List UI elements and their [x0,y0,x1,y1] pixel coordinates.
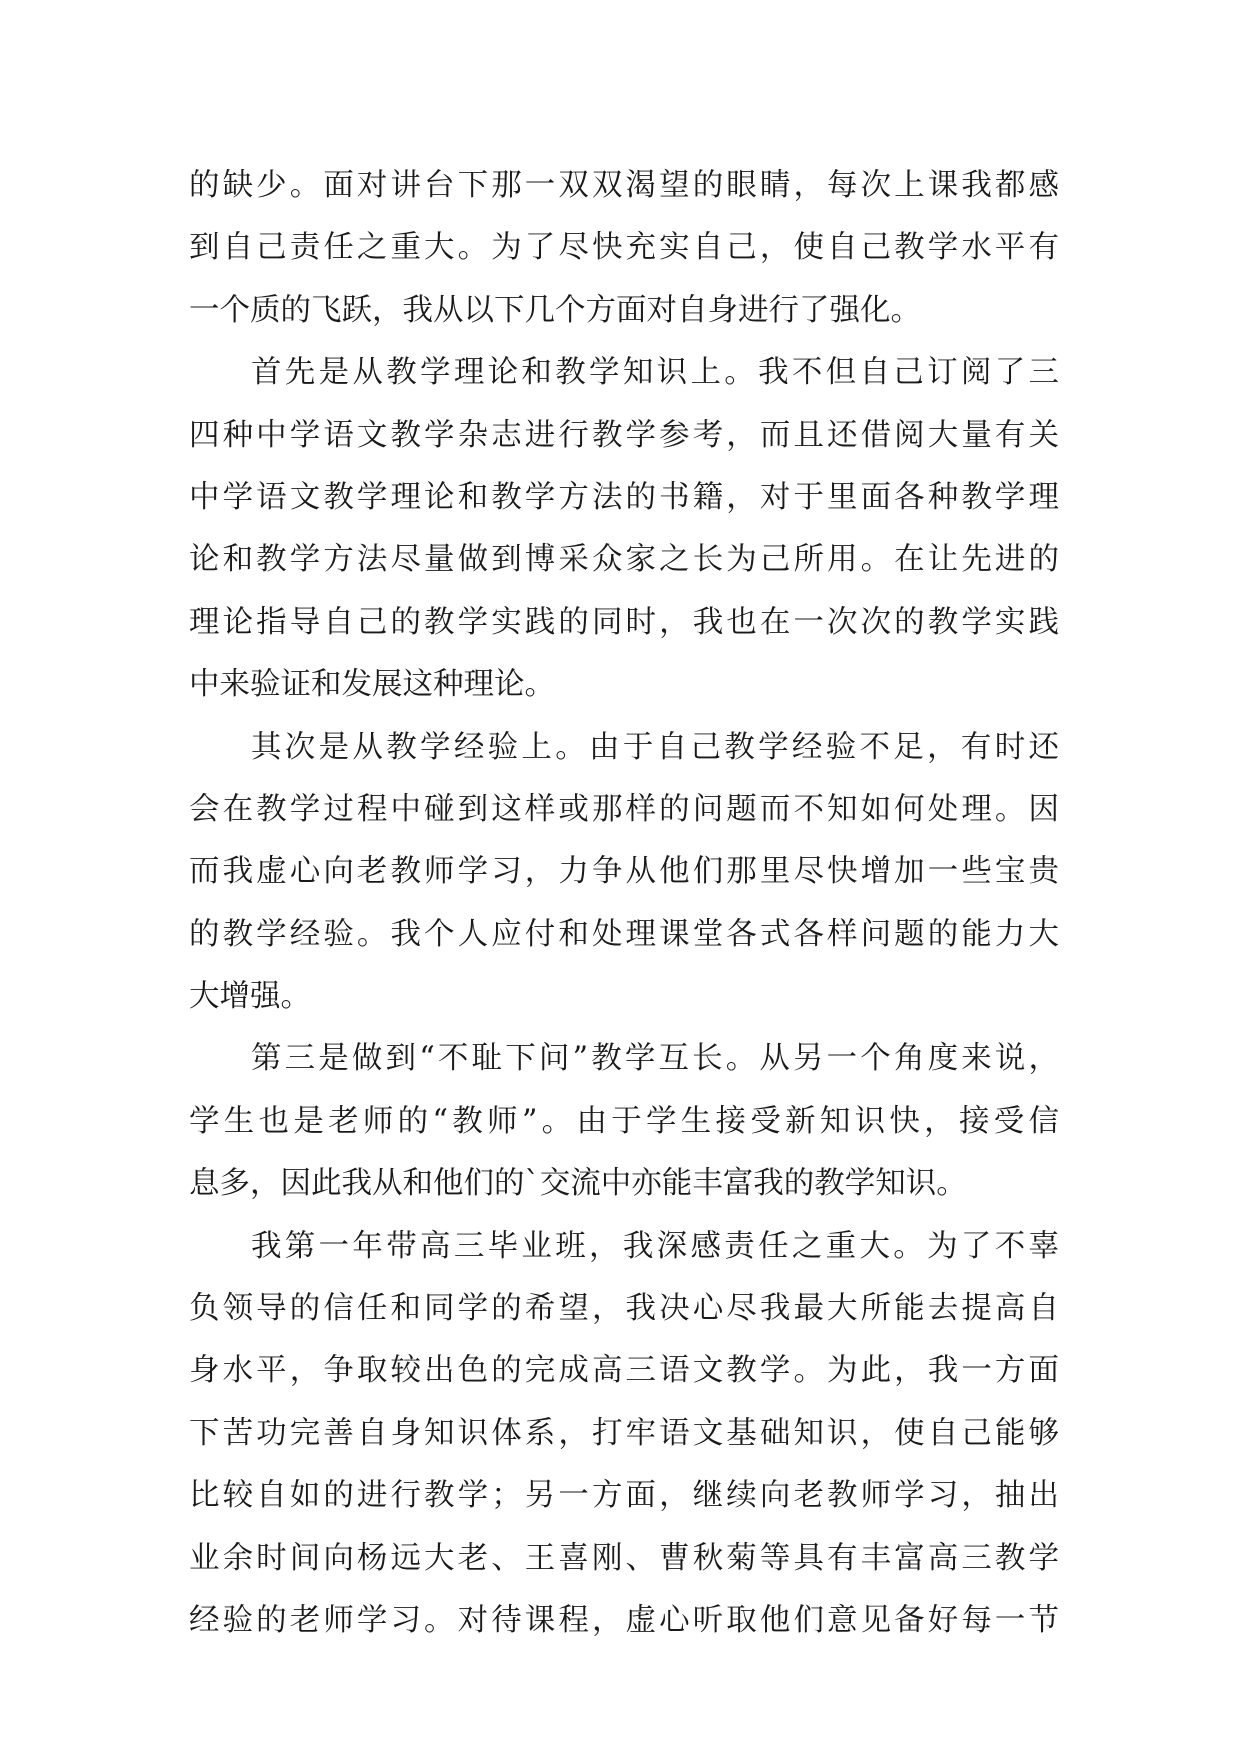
text-line: 而我虚心向老教师学习，力争从他们那里尽快增加一些宝贵 [189,854,1059,890]
text-line: 中来验证和发展这种理论。 [189,667,555,703]
text-line: 大增强。 [189,979,311,1015]
text-line: 学生也是老师的“教师”。由于学生接受新知识快，接受信 [189,1103,1059,1139]
text-line: 到自己责任之重大。为了尽快充实自己，使自己教学水平有 [189,230,1059,266]
paragraph-first-line: 其次是从教学经验上。由于自己教学经验不足，有时还 [251,729,1059,765]
body-text [189,155,1059,1652]
text-line: 经验的老师学习。对待课程，虚心听取他们意见备好每一节 [189,1602,1059,1638]
text-line: 负领导的信任和同学的希望，我决心尽我最大所能去提高自 [189,1291,1059,1327]
text-line: 论和教学方法尽量做到博采众家之长为己所用。在让先进的 [189,542,1059,578]
text-line: 一个质的飞跃，我从以下几个方面对自身进行了强化。 [189,292,921,328]
text-line: 四种中学语文教学杂志进行教学参考，而且还借阅大量有关 [189,417,1059,453]
paragraph-first-line: 我第一年带高三毕业班，我深感责任之重大。为了不辜 [251,1228,1059,1264]
text-line: 息多，因此我从和他们的`交流中亦能丰富我的教学知识。 [189,1166,967,1202]
paragraph-first-line: 首先是从教学理论和教学知识上。我不但自己订阅了三 [251,355,1059,391]
text-line: 下苦功完善自身知识体系，打牢语文基础知识，使自己能够 [189,1415,1059,1451]
text-line: 业余时间向杨远大老、王喜刚、曹秋菊等具有丰富高三教学 [189,1540,1059,1576]
text-line: 的教学经验。我个人应付和处理课堂各式各样问题的能力大 [189,916,1059,952]
text-line: 中学语文教学理论和教学方法的书籍，对于里面各种教学理 [189,479,1059,515]
paragraph-first-line: 第三是做到“不耻下问”教学互长。从另一个角度来说， [251,1041,1059,1077]
text-line: 理论指导自己的教学实践的同时，我也在一次次的教学实践 [189,604,1059,640]
text-line: 比较自如的进行教学；另一方面，继续向老教师学习，抽出 [189,1478,1059,1514]
text-line: 的缺少。面对讲台下那一双双渴望的眼睛，每次上课我都感 [189,168,1059,203]
text-line: 会在教学过程中碰到这样或那样的问题而不知如何处理。因 [189,791,1059,827]
text-line: 身水平，争取较出色的完成高三语文教学。为此，我一方面 [189,1353,1059,1389]
